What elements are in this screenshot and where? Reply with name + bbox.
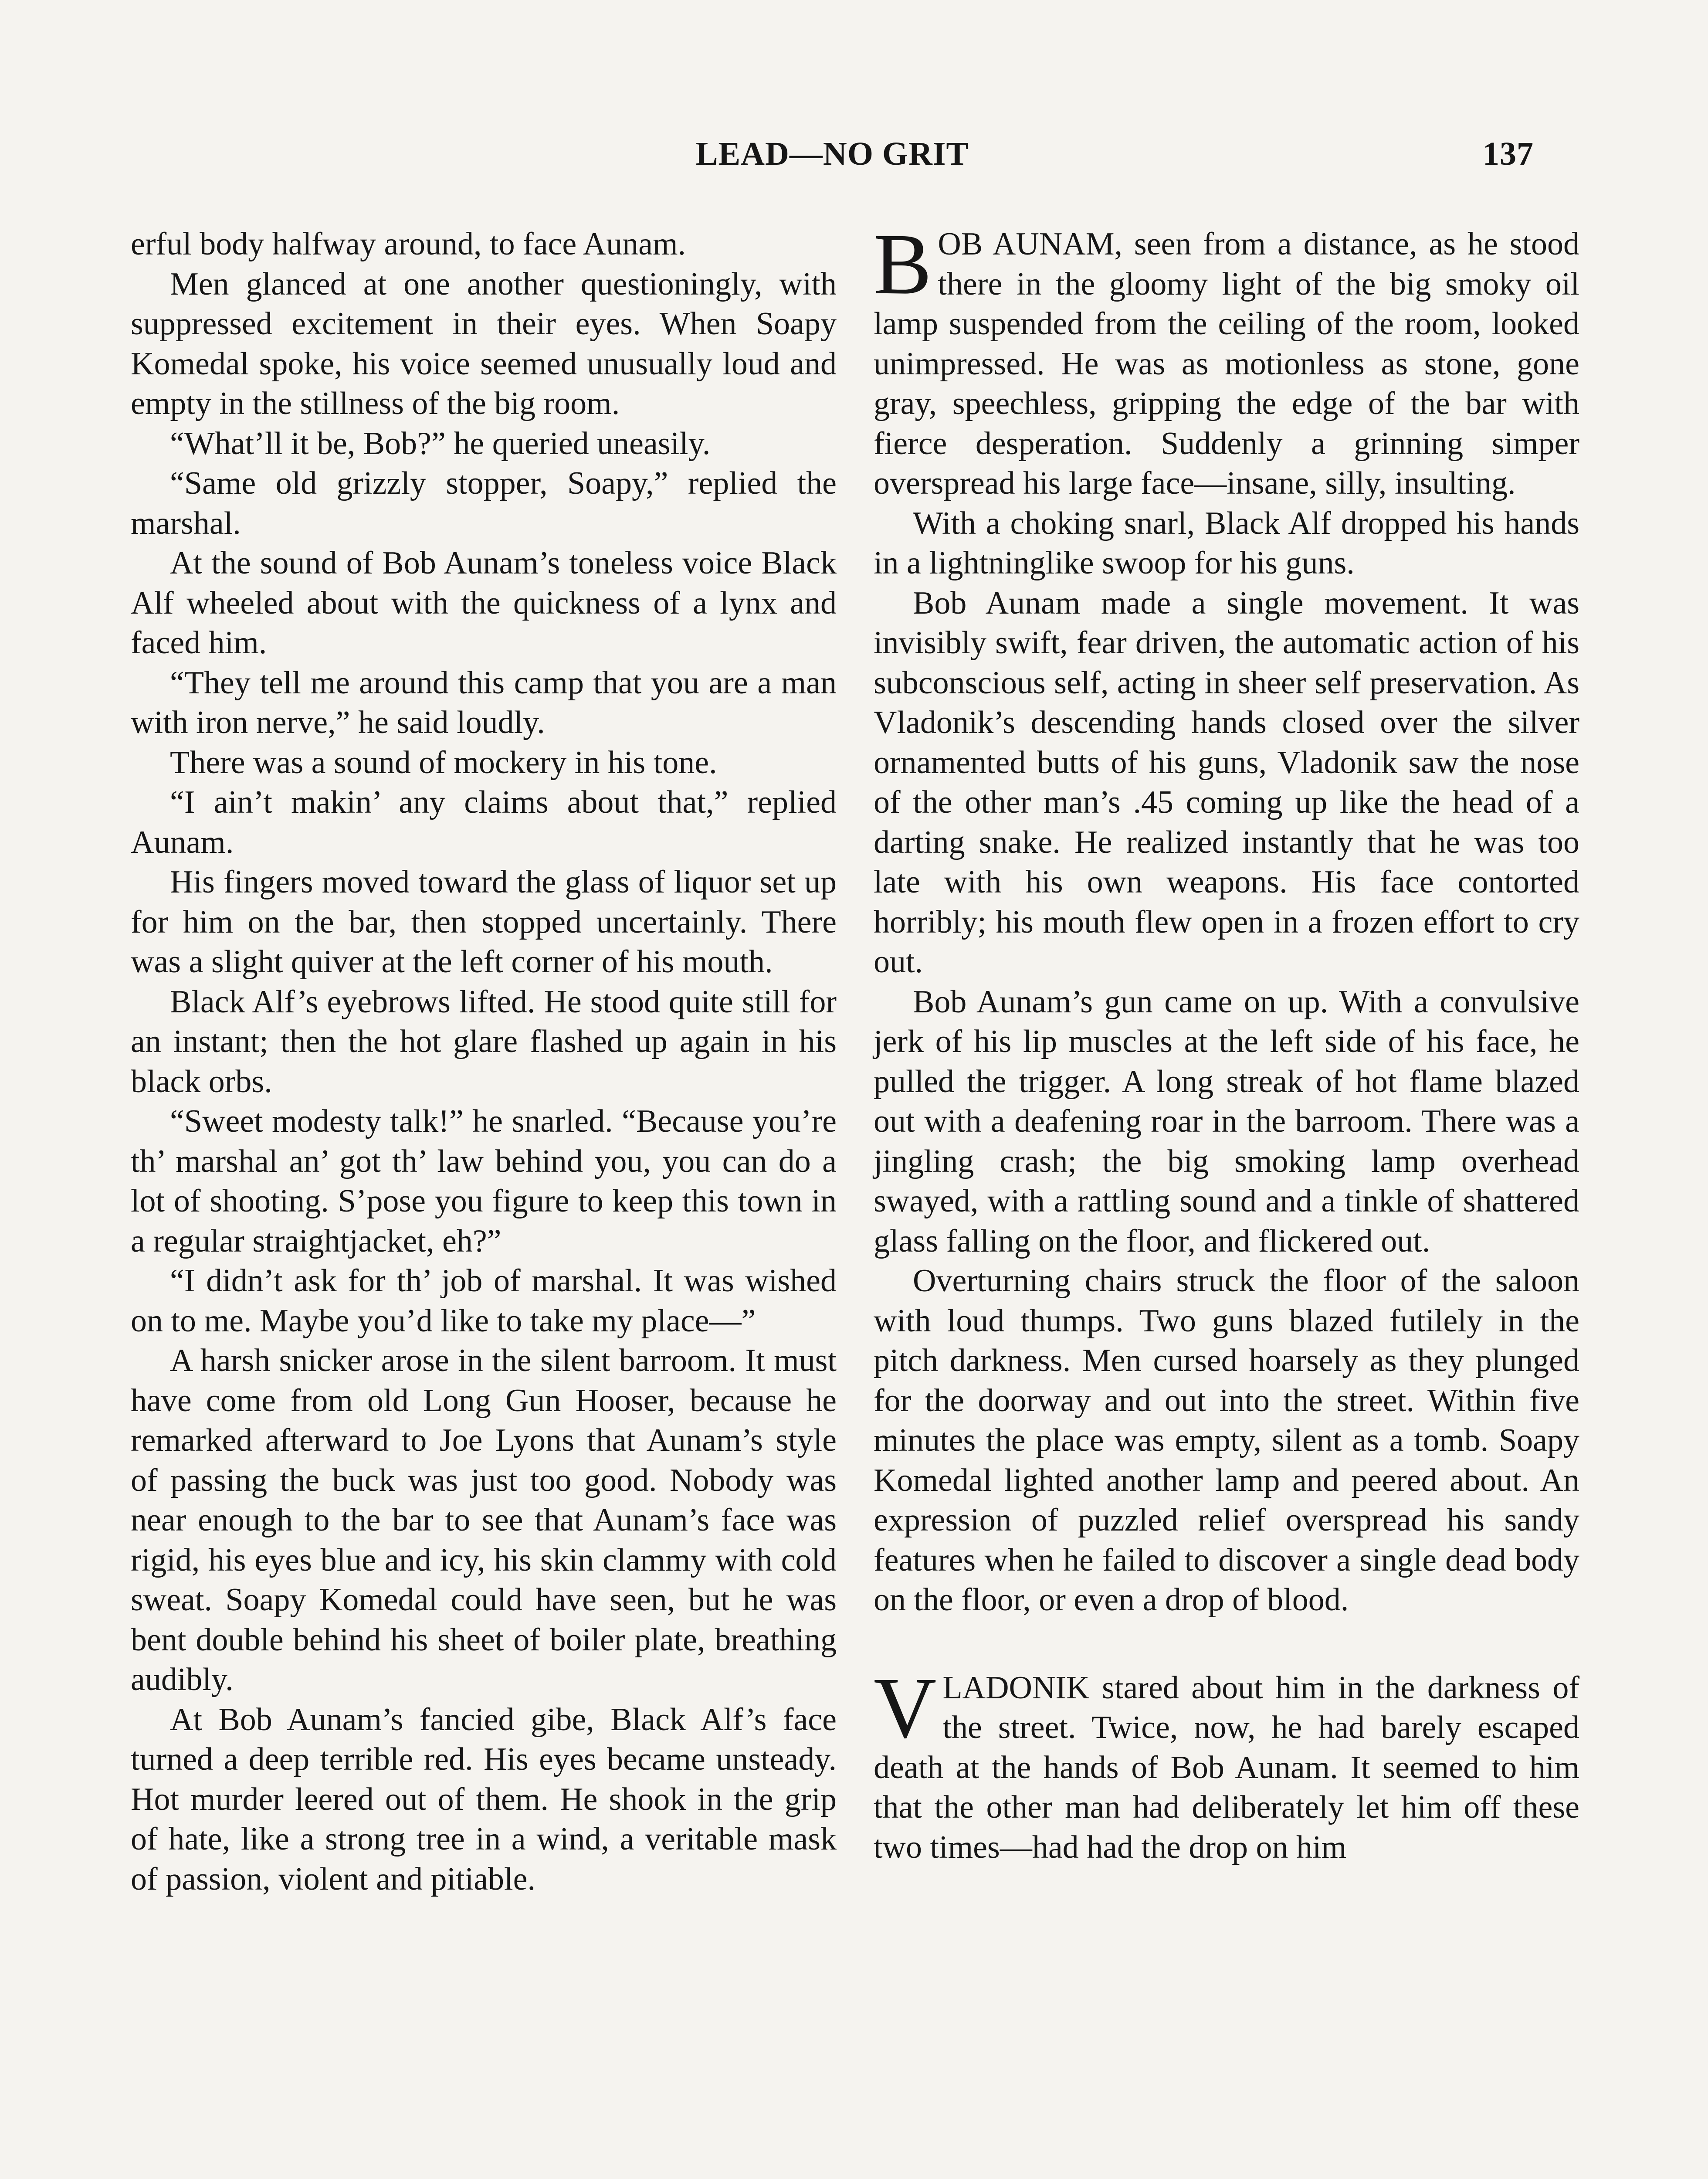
paragraph: Black Alf’s eyebrows lifted. He stood quite still for an instant; then the hot glare flashed up again in his black orbs. [131, 984, 837, 1100]
paragraph: His fingers moved toward the glass of liquor set up for him on the bar, then stopped uncertainly. There was a slight quiver at the left corner of his mouth. [131, 864, 837, 980]
paragraph: “They tell me around this camp that you are a man with iron nerve,” he said loudly. [131, 665, 837, 740]
running-title: LEAD—NO GRIT [695, 136, 969, 172]
paragraph: There was a sound of mockery in his tone. [170, 744, 717, 781]
paragraph: “I ain’t makin’ any claims about that,” replied Aunam. [131, 784, 837, 860]
paragraph: At Bob Aunam’s fancied gibe, Black Alf’s face turned a deep terrible red. His eyes became unsteady. Hot murder leered out of them. He shook in the grip of hate, like a strong tree in a wind, a veritable mask of passion, violent and pitiable. [131, 1701, 837, 1897]
right-column [874, 216, 1579, 1867]
paragraph: “Sweet modesty talk!” he snarled. “Because you’re th’ marshal an’ got th’ law behind you, you can do a lot of shooting. S’pose you figure to keep this town in a regular straightjacket, eh?” [131, 1103, 837, 1259]
paragraph: Overturning chairs struck the floor of the saloon with loud thumps. Two guns blazed futilely in the pitch darkness. Men cursed hoarsely as they plunged for the doorway and out into the street. Within five minutes the place was empty, silent as a tomb. Soapy Komedal lighted another lamp and peered about. An expression of puzzled relief overspread his sandy features when he failed to discover a single dead body on the floor, or even a drop of blood. [874, 1263, 1579, 1618]
left-column [131, 224, 837, 1899]
paragraph: Men glanced at one another questioningly, with suppressed excitement in their eyes. When Soapy Komedal spoke, his voice seemed unusually loud and empty in the stillness of the big room. [131, 266, 837, 421]
page-number: 137 [1483, 136, 1534, 172]
drop-cap-paragraph: VLADONIK stared about him in the darkness of the street. Twice, now, he had barely escaped death at the hands of Bob Aunam. It seemed to him that the other man had deliberately let him off these two times—had had the drop on him [874, 1660, 1579, 1865]
paragraph: “What’ll it be, Bob?” he queried uneasily. [170, 425, 711, 462]
running-head [131, 135, 1534, 179]
paragraph: “Same old grizzly stopper, Soapy,” replied the marshal. [131, 465, 837, 541]
paragraph: A harsh snicker arose in the silent barroom. It must have come from old Long Gun Hooser, because he remarked afterward to Joe Lyons that Aunam’s style of passing the buck was just too good. Nobody was near enough to the bar to see that Aunam’s face was rigid, his eyes blue and icy, his skin clammy with cold sweat. Soapy Komedal could have seen, but he was bent double behind his sheet of boiler plate, breathing audibly. [131, 1343, 837, 1697]
paragraph: With a choking snarl, Black Alf dropped his hands in a lightninglike swoop for his guns. [874, 505, 1579, 581]
paragraph: At the sound of Bob Aunam’s toneless voice Black Alf wheeled about with the quickness of a lynx and faced him. [131, 545, 837, 661]
drop-cap-paragraph: BOB AUNAM, seen from a distance, as he stood there in the gloomy light of the big smoky oil lamp suspended from the ceiling of the room, looked unimpressed. He was as motionless as stone, gone gray, speechless, gripping the edge of the bar with fierce desperation. Suddenly a grinning simper overspread his large face—insane, silly, insulting. [874, 216, 1579, 501]
paragraph: “I didn’t ask for th’ job of marshal. It was wished on to me. Maybe you’d like to take my place—” [131, 1263, 837, 1339]
paragraph: Bob Aunam made a single movement. It was invisibly swift, fear driven, the automatic action of his subconscious self, acting in sheer self preservation. As Vladonik’s descending hands closed over the silver ornamented butts of his guns, Vladonik saw the nose of the other man’s .45 coming up like the head of a darting snake. He realized instantly that he was too late with his own weapons. His face contorted horribly; his mouth flew open in a frozen effort to cry out. [874, 585, 1579, 980]
paragraph: erful body halfway around, to face Aunam. [131, 226, 686, 262]
paragraph: Bob Aunam’s gun came on up. With a convulsive jerk of his lip muscles at the left side of his face, he pulled the trigger. A long streak of hot flame blazed out with a deafening roar in the barroom. There was a jingling crash; the big smoking lamp overhead swayed, with a rattling sound and a tinkle of shattered glass falling on the floor, and flickered out. [874, 984, 1579, 1259]
